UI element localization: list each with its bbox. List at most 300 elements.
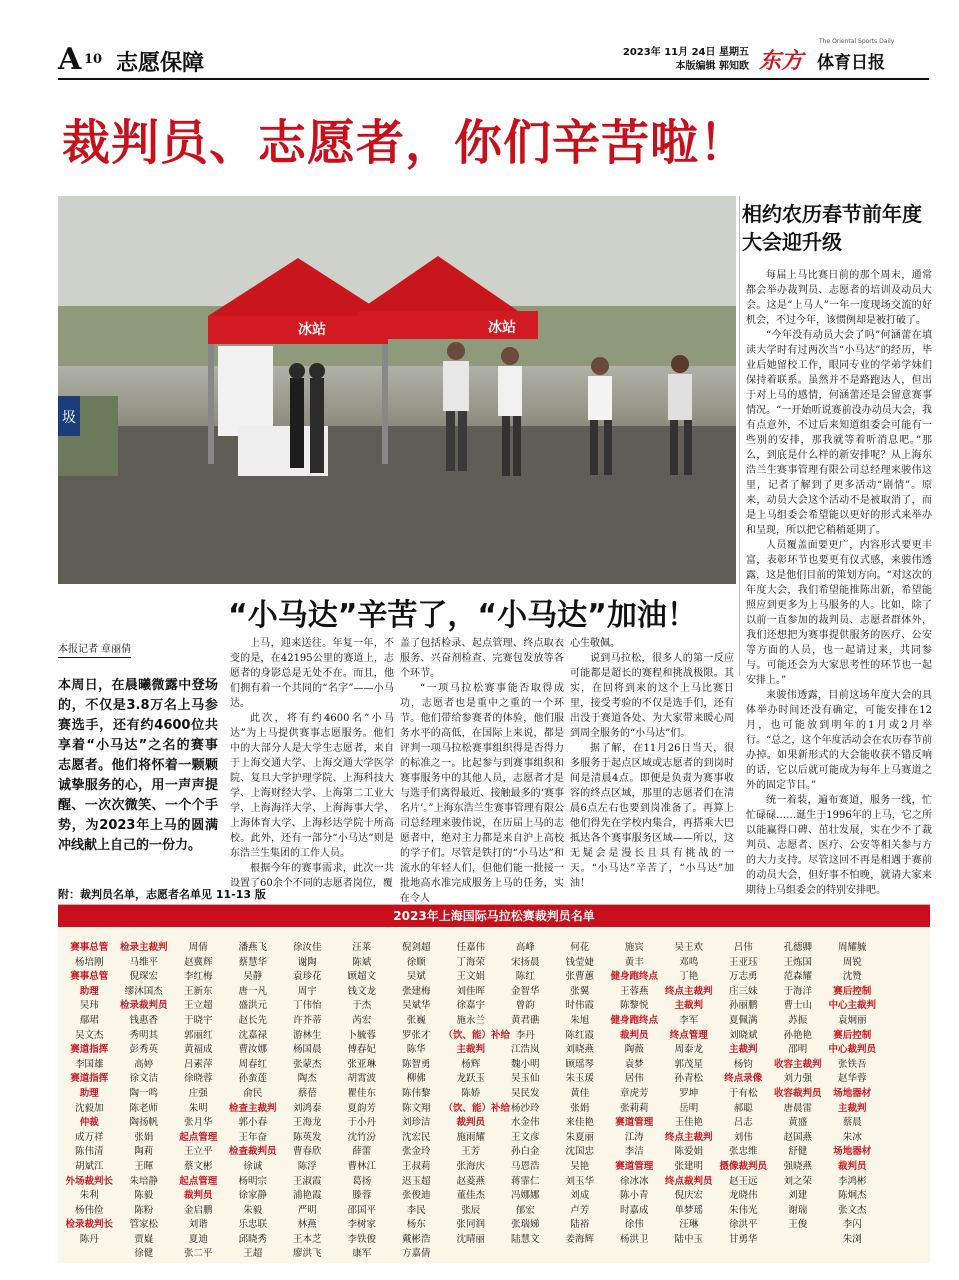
roster-role-heading: 主裁判 <box>456 1044 485 1056</box>
section-title: 志愿保障 <box>116 51 205 76</box>
roster-name: 陈红霞 <box>565 1029 594 1041</box>
roster-name: 黄丰 <box>624 956 644 968</box>
roster-name: 钱莹婕 <box>565 956 594 968</box>
roster-name: 罗张才 <box>401 1029 431 1041</box>
roster-name: 周耀毓 <box>837 942 867 953</box>
roster-name: 吕志 <box>733 1117 753 1129</box>
roster-role-heading: 终点主裁判 <box>664 985 713 997</box>
roster-name: 赵王远 <box>728 1175 758 1187</box>
roster-role-heading: 助理 <box>79 985 99 997</box>
roster-role-heading: 裁判员 <box>456 1117 485 1129</box>
roster-name: 张娟 <box>134 1131 154 1143</box>
roster-name: 袁炯丽 <box>837 1014 867 1026</box>
roster-name: 滕蓉 <box>352 1190 372 1202</box>
roster-name: 顾超文 <box>347 971 376 983</box>
roster-name: 金智华 <box>510 985 540 997</box>
roster-role-heading: 健身跑终点 <box>610 1014 658 1026</box>
roster-name: 马恩浩 <box>510 1160 540 1172</box>
roster-name: 刘力强 <box>783 1073 812 1085</box>
roster-name: 吕素萍 <box>183 1058 213 1070</box>
roster-name: 徐汝佳 <box>292 942 322 953</box>
roster-name: 苏振 <box>788 1014 808 1026</box>
issue-date: 2023年 11月 24日 星期五 <box>622 47 749 58</box>
roster-name: 孔德卿 <box>783 942 812 953</box>
tent-sign-right: 冰站 <box>488 320 516 336</box>
roster-name: 李民 <box>406 1204 426 1216</box>
roster-name: 刘鸿泰 <box>292 1102 322 1114</box>
page-editor: 本版编辑 郭知欧 <box>675 61 749 72</box>
roster-column <box>771 941 826 1262</box>
roster-name: 陈炯杰 <box>837 1190 867 1202</box>
roster-name: 徐文洁 <box>129 1073 158 1085</box>
roster-name: 管家松 <box>129 1219 158 1231</box>
roster-name: 陈娇 <box>461 1087 481 1099</box>
roster-name: 徐家静 <box>238 1190 267 1202</box>
roster-column <box>335 941 390 1262</box>
roster-name: 王佳艳 <box>674 1117 703 1129</box>
roster-name: 刘佳晖 <box>456 985 485 997</box>
roster-name: 陈毅 <box>134 1190 154 1202</box>
roster-name: 沈赞 <box>842 971 862 983</box>
roster-name: 谢瑞 <box>788 1204 808 1216</box>
roster-name: 居伟 <box>624 1073 644 1085</box>
roster-name: 郁宏 <box>515 1204 535 1216</box>
roster-name: 李红梅 <box>183 971 213 983</box>
roster-name: 龙晓伟 <box>728 1190 758 1202</box>
roster-name: 张二平 <box>183 1248 213 1260</box>
roster-name: 朱冰 <box>842 1131 862 1143</box>
roster-name: 薛蕾 <box>352 1146 372 1158</box>
roster-name: 朱夏丽 <box>565 1131 594 1143</box>
roster-name: 吴民发 <box>510 1087 540 1099</box>
roster-column <box>117 941 172 1262</box>
roster-name: 戴彬浩 <box>401 1233 431 1245</box>
roster-name: 沈宏民 <box>401 1131 431 1143</box>
roster-name: 时嘉成 <box>619 1204 649 1216</box>
page-letter: A <box>58 42 82 77</box>
roster-role-heading: 摄像裁判员 <box>719 1160 767 1172</box>
roster-name: 唐一凡 <box>238 985 267 997</box>
roster-name: 倪庆宏 <box>674 1190 703 1202</box>
roster-role-heading: （饮、能）补给 <box>443 1102 511 1114</box>
roster-name: 蔡文彬 <box>183 1160 213 1172</box>
roster-name: 周泰龙 <box>674 1044 703 1056</box>
roster-name: 陈浮 <box>297 1160 317 1172</box>
roster-name: 吴玮 <box>79 1000 99 1012</box>
roster-name: 浦艳霞 <box>292 1190 322 1202</box>
roster-name: 施永兰 <box>456 1014 485 1026</box>
roster-name: 于晓宇 <box>183 1014 213 1026</box>
roster-name: 张俊迪 <box>401 1190 431 1202</box>
roster-role-heading: 收容裁判员 <box>773 1087 822 1099</box>
roster-name: 张建明 <box>674 1160 703 1172</box>
roster-name: 蒋霏仁 <box>510 1175 540 1187</box>
roster-name: 吴静 <box>243 971 263 983</box>
roster-name: 水金伟 <box>510 1117 540 1129</box>
roster-name: 周宇 <box>297 985 317 997</box>
roster-name: 张娟 <box>570 1102 590 1114</box>
roster-name: 陈伟清 <box>74 1146 104 1158</box>
roster-name: 陶扬帆 <box>129 1117 158 1129</box>
roster-role-heading: 检录裁判员 <box>119 1000 168 1012</box>
roster-name: 曹士山 <box>783 1000 812 1012</box>
roster-name: 王俊 <box>788 1219 808 1231</box>
roster-role-heading: 终点管理 <box>669 1029 708 1041</box>
column-divider <box>739 196 740 676</box>
roster-role-heading: 赛后控制 <box>833 985 872 997</box>
roster-name: 张金玲 <box>401 1146 431 1158</box>
roster-name: 张建梅 <box>401 985 431 997</box>
roster-name: 万志勇 <box>728 971 758 983</box>
roster-name: 朱明 <box>188 1102 208 1114</box>
roster-name: 陈文翔 <box>401 1102 431 1114</box>
roster-column <box>62 941 117 1262</box>
roster-name: 鄢珺 <box>79 1014 99 1026</box>
roster-name: 何花 <box>570 942 590 953</box>
roster-role-heading: 场地器材 <box>833 1146 872 1158</box>
roster-column <box>498 941 553 1262</box>
article-paragraph: 盖了包括检录、起点管理、终点取衣服务、兴奋剂检查、完赛包发放等各个环节。 <box>400 638 564 679</box>
article-paragraph: 据了解，在11月26日当天，很多服务于起点区域或志愿者的到岗时间是清晨4点。即便是负责为赛事收容的终点区域，那里的志愿者们在清晨6点左右也要到岗准备了。再算上他们得先在学校内集合，再搭乘大巴抵达各个赛事服务区域——所以，这无疑会是漫长且具有挑战的一天。“小马达”辛苦了，“小马达”加油！ <box>570 743 734 889</box>
roster-name: 陈小青 <box>619 1190 649 1202</box>
roster-name: 施宾 <box>624 942 644 953</box>
roster-name: 康军 <box>352 1248 372 1260</box>
page-header <box>58 38 929 80</box>
roster-name: 王海龙 <box>292 1117 322 1129</box>
article-lead: 本周日，在晨曦微露中登场的，不仅是3.8万名上马参赛选手，还有约4600位共享着“小马达”之名的赛事志愿者。他们将怀着一颗颗诚挚服务的心，用一声声提醒、一次次微笑、一个个手势，为2023年上马的圆满冲线献上自己的一份力。 <box>58 678 218 853</box>
article-paragraph: 心生敬佩。 <box>570 638 620 649</box>
roster-name: 魏小明 <box>510 1058 540 1070</box>
banner-edge-text: 圾 <box>62 410 76 426</box>
roster-name: 朱毅 <box>243 1204 263 1216</box>
article-paragraph: 此次，将有约4600名“小马达”为上马提供赛事志愿服务。他们中的大部分人是大学生志愿者，来自于上海交通大学、上海交通大学医学院、复旦大学护理学院、上海科技大学、上海财经大学、上海第二工业大学、上海海洋大学、上海海事大学、上海体育大学、上海杉达学院十所高校。此外，还有一部分“小马达”则是东浩兰生集团的工作人员。 <box>230 713 394 859</box>
roster-role-heading: 检录主裁判 <box>119 942 168 953</box>
roster-name: 杨明宗 <box>238 1175 267 1187</box>
roster-name: 朱玉瑗 <box>565 1073 594 1085</box>
roster-name: 刘谐 <box>188 1219 208 1231</box>
roster-name: 丁伟怡 <box>292 1000 322 1012</box>
roster-name: 廖洪飞 <box>292 1248 322 1260</box>
roster-name: 赵菱燕 <box>456 1175 485 1187</box>
roster-name: 芮宏 <box>352 1014 372 1026</box>
roster-column <box>662 941 717 1262</box>
roster-grid <box>58 927 930 1262</box>
roster-name: 舒健 <box>788 1146 808 1158</box>
roster-name: 陈斌 <box>352 956 372 968</box>
roster-role-heading: 裁判员 <box>619 1029 649 1041</box>
roster-role-heading: 起点管理 <box>179 1175 218 1187</box>
roster-name: 陈爱娟 <box>674 1146 703 1158</box>
roster-name: 杨洪卫 <box>619 1233 649 1245</box>
roster-title: 2023年上海国际马拉松赛裁判员名单 <box>58 905 930 927</box>
roster-name: 吴文杰 <box>74 1029 104 1041</box>
roster-name: 张月华 <box>183 1117 213 1129</box>
roster-name: 范森耀 <box>783 971 812 983</box>
roster-name: 方嘉倩 <box>401 1248 431 1260</box>
roster-name: 曹林江 <box>347 1160 376 1172</box>
roster-name: 陈红 <box>515 971 535 983</box>
roster-name: 卢芳 <box>570 1204 590 1216</box>
roster-name: 宋扬晨 <box>510 956 540 968</box>
roster-name: 来佳艳 <box>565 1117 594 1129</box>
roster-name: 成万祥 <box>74 1131 104 1143</box>
roster-role-heading: 终点裁判员 <box>664 1175 713 1187</box>
roster-name: 吴斌华 <box>401 1000 431 1012</box>
roster-name: 陶杰 <box>297 1073 317 1085</box>
roster-name: 汪莱 <box>352 942 372 953</box>
roster-name: 王立平 <box>183 1146 213 1158</box>
roster-name: 李丹 <box>515 1029 535 1041</box>
roster-name: 王淑霞 <box>292 1175 322 1187</box>
roster-name: 张亚琳 <box>347 1058 376 1070</box>
roster-name: 胡霄波 <box>347 1073 376 1085</box>
roster-name: 邓鸣 <box>679 956 699 968</box>
roster-name: 吴王欢 <box>674 942 703 953</box>
roster-name: 蔡慧华 <box>238 956 267 968</box>
roster-role-heading: 助理 <box>79 1087 99 1099</box>
roster-name: 李铁俊 <box>347 1233 376 1245</box>
side-paragraph: 人员覆盖面要更广，内容形式要更丰富，表彰环节也要更有仪式感，来骏伟透露，这是他们目前的策划方向。“对这次的年度大会，我们希望能推陈出新，希望能照应到更多为上马服务的人。比如，除了以前一直参加的裁判员、志愿者群体外，我们还想把为赛事提供服务的医疗、公安等方面的人员，也一起请过来，共同参与。可能还会为大家思考性的环节也一起安排上。” <box>746 540 932 686</box>
roster-name: 杨国晨 <box>292 1044 322 1056</box>
roster-name: 倪剑超 <box>401 942 431 953</box>
roster-name: 沈竹汾 <box>347 1131 376 1143</box>
roster-name: 王本芝 <box>292 1233 322 1245</box>
roster-name: 王文娟 <box>456 971 485 983</box>
roster-name: 张蒙杰 <box>292 1058 322 1070</box>
roster-name: 丁艳 <box>679 971 699 983</box>
roster-name: 庄强 <box>188 1087 208 1099</box>
roster-name: 刘晓燕 <box>565 1044 594 1056</box>
page-number: 10 <box>84 52 103 67</box>
roster-name: 谢陶 <box>297 956 317 968</box>
roster-role-heading: 检录裁判长 <box>65 1219 113 1231</box>
roster-name: 王炼国 <box>783 956 812 968</box>
roster-role-heading: 起点管理 <box>179 1131 218 1143</box>
roster-name: 李洁 <box>624 1146 644 1158</box>
article-paragraph: 说到马拉松，很多人的第一反应可能都是超长的赛程和挑战极限。其实，在回将到来的这个上马比赛日里，接受考验的不仅是选手们，还有出没于赛道各处、为大家带来暖心周到周全服务的“小马达”们。 <box>570 653 734 739</box>
roster-role-heading: 检查主裁判 <box>228 1102 277 1114</box>
roster-role-heading: 中心主裁判 <box>828 1000 876 1012</box>
roster-name: 贾嶷 <box>134 1233 154 1245</box>
photo-illustration <box>58 196 736 584</box>
roster-name: 傅春妃 <box>347 1044 376 1056</box>
roster-name: 秀明其 <box>129 1029 158 1041</box>
roster-name: 陆中玉 <box>674 1233 703 1245</box>
roster-name: 潘燕飞 <box>238 942 267 953</box>
main-article-title: “小马达”辛苦了，“小马达”加油！ <box>228 598 697 633</box>
roster-name: 邵明 <box>788 1044 808 1056</box>
roster-name: 张海庆 <box>456 1160 485 1172</box>
roster-name: 杨培刚 <box>74 956 104 968</box>
roster-name: 王叔莉 <box>401 1160 431 1172</box>
roster-name: 王立超 <box>183 1000 213 1012</box>
roster-name: 袁梦 <box>624 1058 644 1070</box>
roster-name: 邵国平 <box>347 1204 376 1216</box>
roster-name: 任嘉伟 <box>456 942 485 953</box>
roster-name: 许芥蒂 <box>292 1014 322 1026</box>
roster-name: 朱利 <box>79 1190 99 1202</box>
roster-column <box>607 941 662 1262</box>
roster-name: 唐晨雷 <box>783 1102 812 1114</box>
roster-name: 刘伟 <box>733 1131 753 1143</box>
referee-roster <box>58 904 930 1263</box>
paper-logo: 东方 <box>759 48 804 74</box>
roster-name: 朱培静 <box>129 1175 158 1187</box>
paper-name: 体育日报 <box>817 53 885 73</box>
roster-name: 沈晴丽 <box>456 1233 485 1245</box>
roster-name: 夏迪 <box>188 1233 208 1245</box>
roster-name: 汪琳 <box>679 1219 699 1231</box>
roster-name: 张文杰 <box>837 1204 867 1216</box>
roster-name: 郭茂星 <box>674 1058 703 1070</box>
roster-name: 张莉莉 <box>619 1102 649 1114</box>
roster-role-heading: 赛道管理 <box>615 1117 654 1129</box>
roster-name: 王新东 <box>183 985 213 997</box>
roster-name: 杨东 <box>406 1219 426 1231</box>
roster-name: 张巍 <box>406 1014 426 1026</box>
roster-name: 张瑞娣 <box>510 1219 540 1231</box>
roster-name: 周锐 <box>842 956 862 968</box>
roster-name: 孙青松 <box>674 1073 703 1085</box>
roster-name: 黄福成 <box>183 1044 213 1056</box>
roster-name: 蔡晨 <box>842 1117 862 1129</box>
roster-name: 吴玉仙 <box>510 1073 540 1085</box>
roster-name: 卜毓蓉 <box>347 1029 376 1041</box>
roster-column <box>171 941 226 1262</box>
roster-column <box>280 941 335 1262</box>
appendix-note: 附：裁判员名单，志愿者名单见 11-13 版 <box>58 888 266 901</box>
roster-name: 朱浏 <box>842 1233 862 1245</box>
paper-english-name: The Oriental Sports Daily <box>819 38 895 45</box>
article-paragraph: 上马，迎来送往。年复一年，不变的是，在42195公里的赛道上，志愿者的身影总是无处不在。而且，他们拥有着一个共同的“名字”——小马达。 <box>230 638 394 709</box>
roster-name: 陈粉 <box>134 1204 154 1216</box>
roster-name: 曹春欣 <box>292 1146 322 1158</box>
roster-name: 徐洪平 <box>728 1219 758 1231</box>
roster-name: 张铁吾 <box>837 1058 867 1070</box>
roster-role-heading: 主裁判 <box>837 1102 867 1114</box>
roster-name: 张辰 <box>461 1204 481 1216</box>
roster-role-heading: 主裁判 <box>728 1044 758 1056</box>
roster-name: 施雨耀 <box>456 1131 485 1143</box>
roster-name: 夏韵芳 <box>347 1102 376 1114</box>
roster-name: 赵冀辉 <box>183 956 213 968</box>
byline: 本报记者 章丽倩 <box>58 640 131 658</box>
roster-name: 钱文龙 <box>347 985 376 997</box>
roster-name: 王蓉燕 <box>619 985 649 997</box>
side-paragraph: 每届上马比赛日前的那个周末，通常都会举办裁判员、志愿者的培训及动员大会。这是“上马人”一年一度现场交流的好机会，不过今年，该惯例却是被打破了。 <box>746 270 932 326</box>
roster-name: 盛洪元 <box>238 1000 267 1012</box>
roster-name: 瞿佳东 <box>347 1087 376 1099</box>
roster-name: 高婷 <box>134 1058 154 1070</box>
roster-role-heading: 赛道指挥 <box>70 1044 109 1056</box>
roster-name: 郭小春 <box>238 1117 267 1129</box>
roster-name: 陈黎悦 <box>619 1000 649 1012</box>
roster-role-heading: 赛事总管 <box>70 971 109 983</box>
roster-name: 杨钧 <box>733 1058 753 1070</box>
side-paragraph: 来骏伟透露，目前这场年度大会的具体举办时间还没有确定，可能安排在12月，也可能放到明年的1月或2月举行。“总之，这个年度活动会在农历春节前办掉。如果新形式的大会能收获不错反响的话，它以后就可能成为每年上马赛道之外的固定节目。” <box>746 690 932 791</box>
article-column-3 <box>570 636 734 891</box>
roster-name: 高峰 <box>515 942 535 953</box>
roster-name: 甘勇华 <box>728 1233 758 1245</box>
roster-name: 刘成 <box>570 1190 590 1202</box>
article-paragraph: “一项马拉松赛事能否取得成功，志愿者也是重中之重的一个环节。他们带给参赛者的体验，他们服务水平的高低，在国际上来说，都是评判一项马拉松赛事组织得是否得力的标准之一。比起参与到赛事组织和赛事服务中的其他人员，志愿者才是与选手们离得最近、接触最多的‘赛事名片’。”上海东浩兰生赛事管理有限公司总经理来骏伟说，在历届上马的志愿者中，绝对主力都是来自沪上高校的学子们。尽管是铁打的“小马达”和流水的年轻人们，但他们能一批接一批地高水准完成服务上马的任务，实在令人 <box>400 683 564 904</box>
roster-name: 陈英发 <box>292 1131 322 1143</box>
roster-name: 郝聪 <box>733 1102 753 1114</box>
roster-role-heading: 裁判员 <box>837 1160 867 1172</box>
main-headline: 裁判员、志愿者，你们辛苦啦！ <box>62 115 749 171</box>
roster-role-heading: 赛事总管 <box>70 942 109 953</box>
roster-name: 吴艳 <box>570 1160 590 1172</box>
roster-name: 徐健 <box>134 1248 154 1260</box>
roster-name: 赵长先 <box>238 1014 267 1026</box>
roster-role-heading: 场地器材 <box>833 1087 872 1099</box>
roster-name: 时伟霞 <box>565 1000 594 1012</box>
side-paragraph: 统一着装，遍布赛道，服务一线，忙忙碌碌……诞生于1996年的上马，它之所以能赢得口碑、茁壮发展，实在少不了裁判员、志愿者、医疗、公安等相关参与方的大力支持。尽管这回不再是相遇于赛前的动员大会，但好事不怕晚，就请大家来期待上马组委会的特别安排吧。 <box>746 795 932 896</box>
roster-name: 庄三妹 <box>728 985 758 997</box>
roster-role-heading: 赛道指挥 <box>70 1073 109 1085</box>
roster-name: 孙白金 <box>510 1146 540 1158</box>
roster-name: 王年奋 <box>238 1131 267 1143</box>
roster-column <box>443 941 511 1262</box>
roster-name: 胡斌江 <box>74 1160 104 1172</box>
roster-name: 吕伟 <box>733 942 753 953</box>
roster-name: 郭丽红 <box>183 1029 213 1041</box>
roster-name: 单梦瑶 <box>674 1204 703 1216</box>
roster-name: 乐忠联 <box>238 1219 267 1231</box>
roster-name: 孙丽鹏 <box>728 1000 758 1012</box>
roster-role-heading: 赛道管理 <box>615 1160 654 1172</box>
roster-name: 张翼 <box>570 985 590 997</box>
tent-sign-left: 冰站 <box>298 322 326 338</box>
roster-name: 邱晓秀 <box>238 1233 267 1245</box>
roster-role-heading: 收容主裁判 <box>773 1058 822 1070</box>
roster-name: 赵华蓉 <box>837 1073 867 1085</box>
roster-role-heading: 终点录像 <box>724 1073 763 1085</box>
roster-name: 俞民 <box>243 1087 263 1099</box>
roster-name: 于海洋 <box>783 985 812 997</box>
roster-name: 刘珍洁 <box>401 1117 431 1129</box>
roster-name: 刘玉华 <box>565 1175 594 1187</box>
roster-name: 徐晓蓉 <box>183 1073 213 1085</box>
roster-name: 陶薇 <box>624 1044 644 1056</box>
roster-name: 陈华 <box>406 1044 426 1056</box>
roster-name: 曹汝娜 <box>238 1044 267 1056</box>
roster-name: 彭秀英 <box>129 1044 158 1056</box>
roster-name: 于小丹 <box>347 1117 376 1129</box>
roster-name: 陈智勇 <box>401 1058 431 1070</box>
roster-role-heading: 外场裁判长 <box>65 1175 113 1187</box>
roster-name: 陆慧文 <box>510 1233 540 1245</box>
roster-name: 陆裕 <box>570 1219 590 1231</box>
roster-name: 曾韵 <box>515 1000 535 1012</box>
roster-name: 夏佩满 <box>728 1014 758 1026</box>
roster-name: 冯娜娜 <box>510 1190 540 1202</box>
roster-name: 迟玉超 <box>401 1175 431 1187</box>
roster-name: 张同润 <box>456 1219 485 1231</box>
roster-name: 陶一鸣 <box>129 1087 158 1099</box>
roster-column <box>389 941 444 1262</box>
roster-name: 江涛 <box>624 1131 644 1143</box>
roster-name: 柳佛 <box>406 1073 426 1085</box>
roster-name: 罗坤 <box>679 1087 699 1099</box>
roster-name: 朱伟光 <box>728 1204 758 1216</box>
roster-name: 缪沐国杰 <box>124 985 163 997</box>
paper-masthead <box>759 38 929 74</box>
roster-name: 陈伟黎 <box>401 1087 431 1099</box>
roster-name: 王文彦 <box>510 1131 540 1143</box>
roster-role-heading: 赛后控制 <box>833 1029 872 1041</box>
roster-name: 强晓燕 <box>783 1160 812 1172</box>
